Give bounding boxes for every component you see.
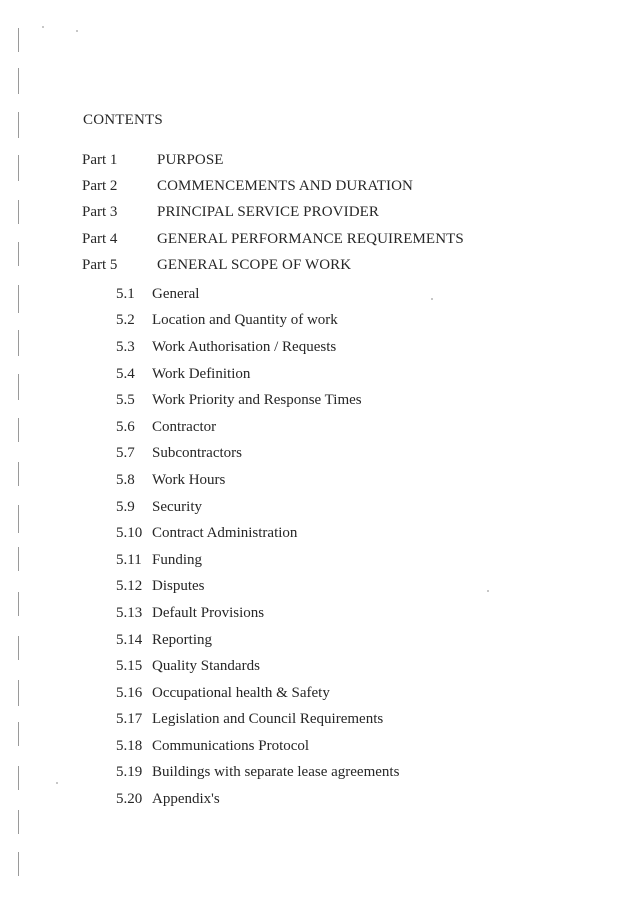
toc-section-number: 5.3 (116, 338, 135, 355)
toc-section-row (116, 281, 399, 308)
toc-part-number: Part 4 (82, 230, 118, 247)
toc-part-number: Part 3 (82, 204, 118, 221)
binder-mark (18, 852, 19, 876)
toc-section-row (116, 494, 399, 521)
toc-section-title: Reporting (152, 631, 212, 648)
toc-section-title: Disputes (152, 578, 205, 595)
toc-part-title: PRINCIPAL SERVICE PROVIDER (157, 204, 379, 221)
toc-section-number: 5.18 (116, 737, 143, 754)
binder-mark (18, 680, 19, 706)
binder-hole-marks (18, 0, 28, 899)
toc-section-row (116, 627, 399, 654)
contents-heading: CONTENTS (83, 112, 163, 128)
toc-section-title: Subcontractors (152, 445, 242, 462)
toc-section-number: 5.16 (116, 684, 143, 701)
toc-section-row (116, 680, 399, 707)
toc-part-number: Part 5 (82, 256, 118, 273)
toc-part-row (82, 147, 464, 173)
binder-mark (18, 636, 19, 660)
toc-section-title: Communications Protocol (152, 737, 310, 754)
toc-section-row (116, 547, 399, 574)
toc-section-title: Occupational health & Safety (152, 684, 330, 701)
toc-section-number: 5.19 (116, 764, 143, 781)
toc-part-title: GENERAL PERFORMANCE REQUIREMENTS (157, 230, 464, 247)
toc-section-title: Default Provisions (152, 604, 265, 621)
scan-speck (42, 26, 44, 28)
toc-section-title: Appendix's (152, 791, 220, 808)
toc-section-number: 5.6 (116, 418, 135, 435)
binder-mark (18, 592, 19, 616)
binder-mark (18, 285, 19, 313)
binder-mark (18, 722, 19, 746)
scan-speck (431, 298, 433, 300)
toc-section-title: Contract Administration (152, 525, 298, 542)
binder-mark (18, 200, 19, 224)
toc-section-title: Location and Quantity of work (152, 312, 338, 329)
binder-mark (18, 330, 19, 356)
toc-section-row (116, 520, 399, 547)
binder-mark (18, 28, 19, 52)
toc-section-number: 5.15 (116, 658, 143, 675)
binder-mark (18, 155, 19, 181)
toc-part-title: COMMENCEMENTS AND DURATION (157, 177, 413, 194)
toc-section-title: Legislation and Council Requirements (152, 711, 384, 728)
binder-mark (18, 242, 19, 266)
toc-section-row (116, 574, 399, 601)
toc-section-row (116, 308, 399, 335)
toc-section-row (116, 334, 399, 361)
toc-section-title: General (152, 285, 200, 302)
toc-section-number: 5.10 (116, 525, 143, 542)
toc-part-row (82, 226, 464, 252)
toc-section-title: Funding (152, 551, 203, 568)
binder-mark (18, 112, 19, 138)
binder-mark (18, 418, 19, 442)
binder-mark (18, 766, 19, 790)
toc-section-number: 5.11 (116, 551, 142, 568)
toc-section-number: 5.17 (116, 711, 143, 728)
toc-section-number: 5.5 (116, 392, 135, 409)
toc-section-row (116, 467, 399, 494)
scan-speck (56, 782, 58, 784)
toc-part-number: Part 2 (82, 177, 118, 194)
binder-mark (18, 547, 19, 571)
binder-mark (18, 374, 19, 400)
toc-section-row (116, 733, 399, 760)
toc-section-title: Work Priority and Response Times (152, 392, 362, 409)
toc-section-number: 5.8 (116, 471, 135, 488)
toc-section-number: 5.12 (116, 578, 143, 595)
binder-mark (18, 505, 19, 533)
scan-speck (487, 590, 489, 592)
toc-section-row (116, 600, 399, 627)
binder-mark (18, 462, 19, 486)
toc-part-row (82, 173, 464, 199)
binder-mark (18, 68, 19, 94)
toc-section-row (116, 760, 399, 787)
binder-mark (18, 810, 19, 834)
parts-list (82, 147, 464, 278)
toc-part-title: GENERAL SCOPE OF WORK (157, 256, 352, 273)
toc-section-title: Work Definition (152, 365, 251, 382)
toc-section-number: 5.4 (116, 365, 135, 382)
toc-section-number: 5.13 (116, 604, 143, 621)
toc-section-number: 5.9 (116, 498, 135, 515)
toc-section-row (116, 441, 399, 468)
toc-section-number: 5.14 (116, 631, 143, 648)
toc-section-row (116, 414, 399, 441)
toc-part-number: Part 1 (82, 151, 118, 168)
toc-section-title: Buildings with separate lease agreements (152, 764, 400, 781)
toc-part-row (82, 252, 464, 278)
toc-section-row (116, 786, 399, 813)
toc-section-title: Quality Standards (152, 658, 260, 675)
toc-section-title: Contractor (152, 418, 217, 435)
toc-section-number: 5.2 (116, 312, 135, 329)
toc-part-row (82, 200, 464, 226)
toc-section-row (116, 361, 399, 388)
sections-list (116, 281, 399, 813)
toc-section-title: Work Authorisation / Requests (152, 338, 337, 355)
toc-section-title: Work Hours (152, 471, 226, 488)
toc-section-number: 5.20 (116, 791, 143, 808)
toc-part-title: PURPOSE (157, 151, 224, 168)
scan-speck (76, 30, 78, 32)
toc-section-row (116, 707, 399, 734)
toc-section-row (116, 653, 399, 680)
toc-section-number: 5.1 (116, 285, 135, 302)
toc-section-title: Security (152, 498, 202, 515)
toc-section-row (116, 387, 399, 414)
toc-section-number: 5.7 (116, 445, 135, 462)
